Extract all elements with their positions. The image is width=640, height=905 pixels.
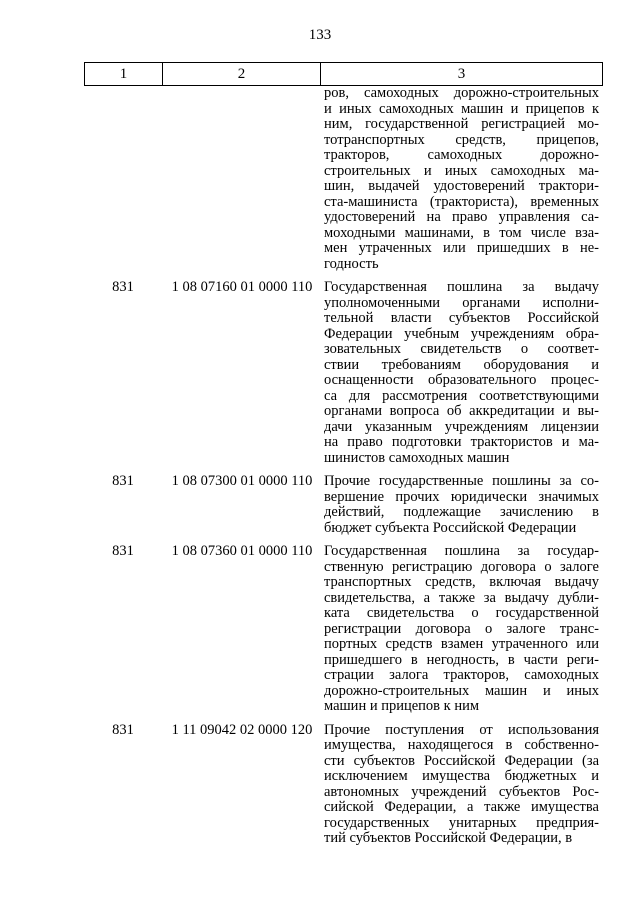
admin-code: 831 [112,721,134,738]
description-line: уполномоченными органами исполни- [324,294,599,311]
description-line: действий, подлежащие зачислению в [324,504,599,520]
description-line: шинистов самоходных машин [324,449,510,466]
description-line: ста-машиниста (тракториста), временных [324,193,599,210]
description-line: ним, государственной регистрацией мо- [324,116,599,132]
kbk-code: 1 11 09042 02 0000 120 [171,721,313,738]
column-header-1: 1 [85,63,163,86]
description-line: тий субъектов Российской Федерации, в [324,830,573,846]
description-line: вершение прочих юридически значимых [324,488,599,505]
revenue-description [324,544,599,715]
description-line: регистрации договора о залоге транс- [324,620,599,637]
revenue-description [324,86,599,272]
description-line: ката свидетельства о государственной [324,605,599,621]
description-line: Прочие государственные пошлины за со- [324,473,599,489]
kbk-code [162,86,322,272]
revenue-description [324,474,599,536]
column-header-table [84,62,603,86]
description-line: оснащенности образовательного процес- [324,372,599,388]
table-row [84,86,601,272]
description-line: машин и прицепов к ним [324,698,480,714]
description-line: Прочие поступления от использования [324,721,599,738]
description-line: годность [324,255,379,272]
description-line: ствии требованиям оборудования и [324,356,599,373]
description-line: свидетельства, а также за выдачу дубли- [324,589,599,606]
table-row [84,474,601,536]
description-line: пришедшего в негодность, в части реги- [324,651,599,668]
description-line: шин, выдачей удостоверений трактори- [324,178,599,194]
description-line: ров, самоходных дорожно-строительных [324,85,599,101]
description-line: зовательных свидетельств о соответ- [324,341,599,357]
description-line: Государственная пошлина за государ- [324,543,599,559]
kbk-code: 1 08 07360 01 0000 110 [171,543,313,559]
description-line: ственную регистрацию договора о залоге [324,558,599,575]
description-line: строительных и иных самоходных ма- [324,162,599,179]
description-line: Федерации учебным учреждениям обра- [324,325,599,342]
description-line: тельной власти субъектов Российской [324,310,599,326]
description-line: са для рассмотрения соответствующими [324,387,599,404]
description-line: органами вопроса об аккредитации и вы- [324,403,599,419]
admin-code: 831 [112,473,134,489]
kbk-code: 1 08 07160 01 0000 110 [171,279,313,295]
admin-code: 831 [112,543,134,559]
description-line: государственных унитарных предприя- [324,814,599,831]
kbk-code: 1 08 07300 01 0000 110 [171,473,313,489]
description-line: на право подготовки трактористов и ма- [324,434,599,450]
admin-code [84,86,162,272]
revenue-description [324,723,599,847]
column-header-2: 2 [163,63,321,86]
description-line: транспортных средств, включая выдачу [324,574,599,590]
table-body [84,86,601,847]
column-header-row [85,63,603,86]
table-row [84,544,601,715]
description-line: тракторов, самоходных дорожно- [324,147,599,163]
description-line: сти субъектов Российской Федерации (за [324,752,599,769]
description-line: страции залога тракторов, самоходных [324,667,599,683]
description-line: тотранспортных средств, прицепов, [324,131,599,148]
admin-code: 831 [112,279,134,295]
table-row [84,723,601,847]
table-row [84,280,601,466]
description-line: портных средств взамен утраченного или [324,636,599,652]
description-line: и иных самоходных машин и прицепов к [324,100,599,117]
description-line: моходными машинами, в том числе вза- [324,224,599,241]
description-line: дорожно-строительных машин и иных [324,682,599,699]
description-line: дачи указанным учреждениям лицензии [324,418,599,435]
description-line: исключением имущества бюджетных и [324,768,599,784]
column-header-3: 3 [321,63,603,86]
description-line: Государственная пошлина за выдачу [324,279,599,295]
description-line: удостоверений на право управления са- [324,209,599,225]
description-line: сийской Федерации, а также имущества [324,799,599,815]
page-number: 133 [308,27,332,43]
description-line: мен утраченных или пришедших в не- [324,240,599,256]
description-line: имущества, находящегося в собственно- [324,737,599,753]
description-line: автономных учреждений субъектов Рос- [324,783,599,800]
revenue-description [324,280,599,466]
description-line: бюджет субъекта Российской Федерации [324,519,577,536]
